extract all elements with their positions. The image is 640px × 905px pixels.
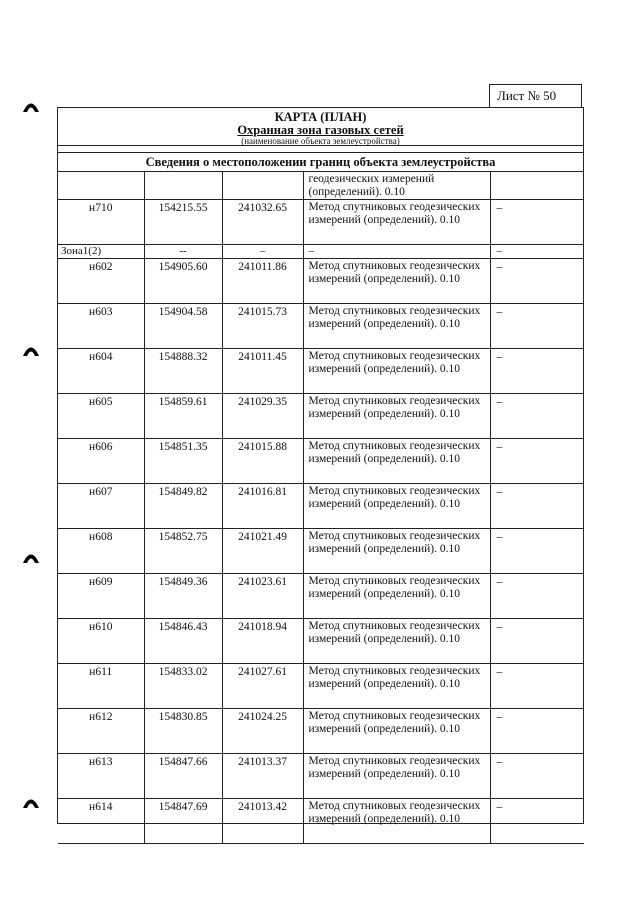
table-row <box>58 484 584 529</box>
method-cell: Метод спутниковых геодезических измерений (определений). 0.10 <box>303 664 490 709</box>
dash-cell: – <box>490 619 584 664</box>
point-cell: н604 <box>58 349 144 394</box>
y-cell: 241024.25 <box>222 709 303 754</box>
x-cell: 154859.61 <box>144 394 222 439</box>
method-cell: Метод спутниковых геодезических измерений (определений). 0.10 <box>303 529 490 574</box>
table-row <box>58 574 584 619</box>
x-cell: 154888.32 <box>144 349 222 394</box>
y-cell: 241015.88 <box>222 439 303 484</box>
binder-hole-mark <box>22 99 40 113</box>
page-title: КАРТА (ПЛАН) <box>274 110 367 124</box>
y-cell: 241011.45 <box>222 349 303 394</box>
spacer-strip <box>58 146 583 153</box>
binder-hole-mark <box>22 795 40 809</box>
x-cell: 154851.35 <box>144 439 222 484</box>
coordinates-table <box>58 172 584 844</box>
dash-cell: – <box>490 304 584 349</box>
point-cell: н605 <box>58 394 144 439</box>
table-row <box>58 349 584 394</box>
dash-cell: – <box>490 754 584 799</box>
method-cell: Метод спутниковых геодезических измерений (определений). 0.10 <box>303 484 490 529</box>
dash-cell: – <box>490 349 584 394</box>
table-row <box>58 799 584 844</box>
point-cell: н606 <box>58 439 144 484</box>
table-row <box>58 664 584 709</box>
y-cell: – <box>222 245 303 259</box>
section-title: Сведения о местоположении границ объекта землеустройства <box>58 153 583 172</box>
binder-hole-mark <box>22 343 40 357</box>
sheet-number: Лист № 50 <box>489 84 582 108</box>
binder-hole-mark <box>22 550 40 564</box>
point-cell: н610 <box>58 619 144 664</box>
dash-cell: – <box>490 664 584 709</box>
dash-cell: – <box>490 259 584 304</box>
dash-cell: – <box>490 439 584 484</box>
y-cell: 241021.49 <box>222 529 303 574</box>
dash-cell: – <box>490 529 584 574</box>
y-cell: 241023.61 <box>222 574 303 619</box>
point-cell: н602 <box>58 259 144 304</box>
method-cell: Метод спутниковых геодезических измерений (определений). 0.10 <box>303 259 490 304</box>
y-cell: 241013.42 <box>222 799 303 844</box>
method-cell: геодезических измерений (определений). 0.10 <box>303 172 490 200</box>
dash-cell: – <box>490 709 584 754</box>
x-cell: 154849.36 <box>144 574 222 619</box>
method-cell: Метод спутниковых геодезических измерений (определений). 0.10 <box>303 349 490 394</box>
y-cell: 241027.61 <box>222 664 303 709</box>
method-cell: Метод спутниковых геодезических измерений (определений). 0.10 <box>303 619 490 664</box>
method-cell: Метод спутниковых геодезических измерений (определений). 0.10 <box>303 439 490 484</box>
zone-label: Зона1(2) <box>58 245 144 259</box>
table-row <box>58 754 584 799</box>
document-frame <box>57 107 584 824</box>
table-row <box>58 709 584 754</box>
method-cell: – <box>303 245 490 259</box>
object-name: Охранная зона газовых сетей <box>237 123 404 137</box>
table-row-continuation <box>58 172 584 200</box>
dash-cell: – <box>490 200 584 245</box>
y-cell: 241013.37 <box>222 754 303 799</box>
point-cell: н603 <box>58 304 144 349</box>
method-cell: Метод спутниковых геодезических измерений (определений). 0.10 <box>303 394 490 439</box>
x-cell: 154846.43 <box>144 619 222 664</box>
method-cell: Метод спутниковых геодезических измерений (определений). 0.10 <box>303 574 490 619</box>
zone-row <box>58 245 584 259</box>
point-cell: н608 <box>58 529 144 574</box>
x-cell: 154904.58 <box>144 304 222 349</box>
y-cell: 241018.94 <box>222 619 303 664</box>
point-cell: н607 <box>58 484 144 529</box>
x-cell: 154905.60 <box>144 259 222 304</box>
y-cell: 241029.35 <box>222 394 303 439</box>
x-cell: -- <box>144 245 222 259</box>
point-cell: н614 <box>58 799 144 844</box>
x-cell: 154852.75 <box>144 529 222 574</box>
table-row <box>58 529 584 574</box>
object-name-caption: (наименование объекта землеустройства) <box>241 136 400 146</box>
dash-cell: – <box>490 574 584 619</box>
method-cell: Метод спутниковых геодезических измерений (определений). 0.10 <box>303 200 490 245</box>
table-row <box>58 619 584 664</box>
table-row <box>58 394 584 439</box>
point-cell: н710 <box>58 200 144 245</box>
x-cell: 154833.02 <box>144 664 222 709</box>
x-cell: 154847.69 <box>144 799 222 844</box>
y-cell: 241011.86 <box>222 259 303 304</box>
table-row <box>58 259 584 304</box>
dash-cell: – <box>490 394 584 439</box>
table-row <box>58 439 584 484</box>
y-cell: 241016.81 <box>222 484 303 529</box>
table-row <box>58 200 584 245</box>
method-cell: Метод спутниковых геодезических измерений (определений). 0.10 <box>303 304 490 349</box>
dash-cell: – <box>490 484 584 529</box>
dash-cell: – <box>490 799 584 844</box>
x-cell: 154847.66 <box>144 754 222 799</box>
x-cell: 154830.85 <box>144 709 222 754</box>
y-cell: 241032.65 <box>222 200 303 245</box>
dash-cell: – <box>490 245 584 259</box>
point-cell: н611 <box>58 664 144 709</box>
x-cell: 154215.55 <box>144 200 222 245</box>
y-cell: 241015.73 <box>222 304 303 349</box>
title-block <box>58 108 583 146</box>
method-cell: Метод спутниковых геодезических измерений (определений). 0.10 <box>303 709 490 754</box>
x-cell: 154849.82 <box>144 484 222 529</box>
point-cell: н613 <box>58 754 144 799</box>
point-cell: н612 <box>58 709 144 754</box>
point-cell: н609 <box>58 574 144 619</box>
method-cell: Метод спутниковых геодезических измерений (определений). 0.10 <box>303 754 490 799</box>
table-row <box>58 304 584 349</box>
method-cell: Метод спутниковых геодезических измерений (определений). 0.10 <box>303 799 490 844</box>
